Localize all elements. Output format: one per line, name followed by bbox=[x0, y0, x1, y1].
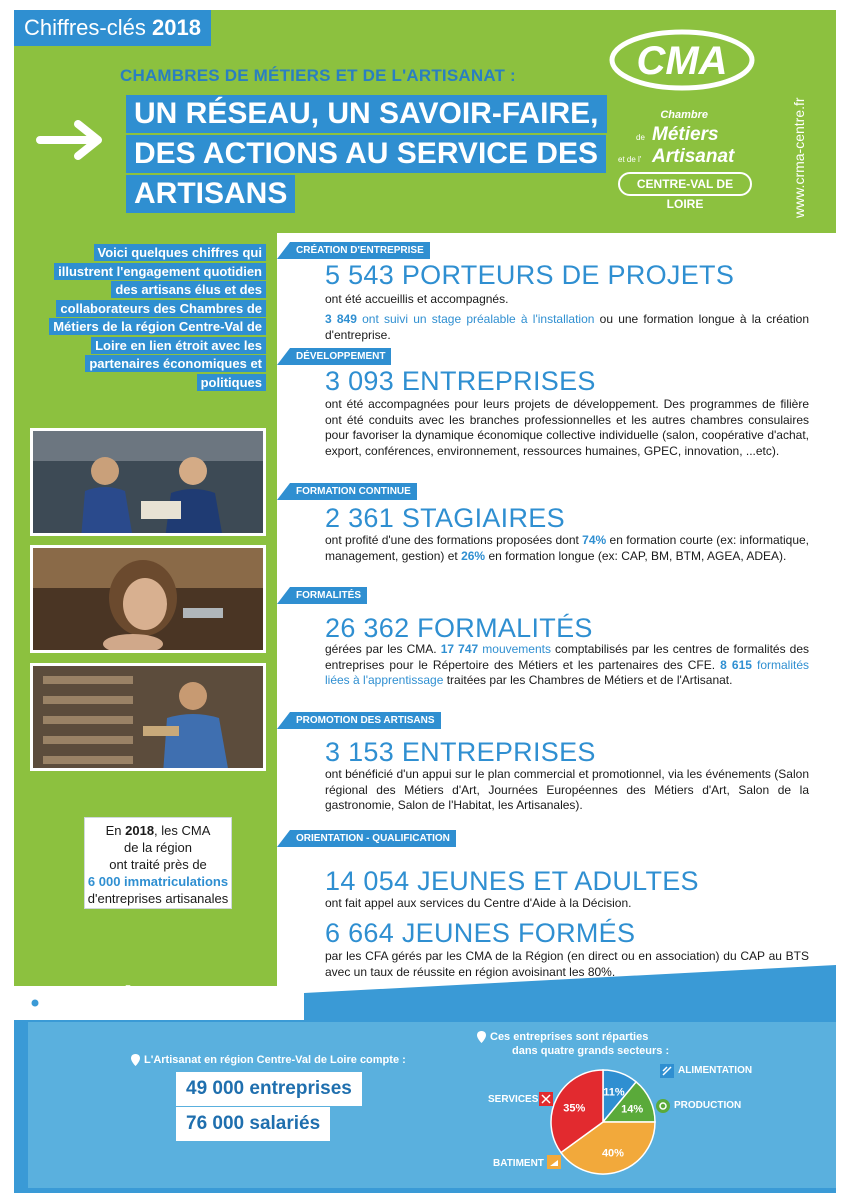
logo-line2-prefix: de bbox=[636, 133, 645, 142]
creation-figure: 5 543 PORTEURS DE PROJETS bbox=[325, 260, 735, 290]
production-icon bbox=[656, 1099, 670, 1113]
immatriculations-box bbox=[84, 817, 232, 909]
promotion-text: ont bénéficié d'un appui sur le plan commercial et promotionnel, via les événements (Salon régional des Métiers d'Art, Journées Européennes des Métiers d'Art, Salon de la gastronomie, Salon de l'Habitat, les Artisanales). bbox=[325, 767, 809, 812]
label-services: SERVICES bbox=[488, 1094, 539, 1105]
stat-line-5: d'entreprises artisanales bbox=[87, 891, 229, 906]
arrow-right-icon bbox=[36, 120, 108, 160]
website-text: www.crma-centre.fr bbox=[791, 97, 807, 218]
tag-developpement: DÉVELOPPEMENT bbox=[290, 348, 391, 365]
sectors-pie-chart bbox=[547, 1066, 687, 1186]
pie-label-alimentation: 11% bbox=[603, 1086, 625, 1099]
formation-text: ont profité d'une des formations proposées dont 74% en formation courte (ex: informatique, management, gestion) et 26% en formation longue (ex: CAP, BM, BTM, AGEA, ADEA). bbox=[325, 533, 809, 563]
intro-paragraph: Voici quelques chiffres qui illustrent l'engagement quotidien des artisans élus et des collaborateurs des Chambres de Métiers de la région Centre-Val de Loire en lien étroit avec les partenaires économiques et politiques bbox=[49, 244, 266, 391]
photo-jeweler bbox=[30, 545, 266, 653]
sectors-title bbox=[490, 1030, 669, 1058]
tag-orientation: ORIENTATION - QUALIFICATION bbox=[290, 830, 456, 847]
tag-creation: CRÉATION D'ENTREPRISE bbox=[290, 242, 430, 259]
year-label: Chiffres-clés bbox=[24, 15, 146, 40]
year-badge bbox=[14, 10, 211, 46]
stat-line-1: En 2018, les CMA bbox=[105, 823, 211, 838]
alimentation-icon bbox=[660, 1064, 674, 1078]
label-batiment: BATIMENT bbox=[493, 1158, 544, 1169]
tag-promotion: PROMOTION DES ARTISANS bbox=[290, 712, 441, 729]
logo-line1: Chambre bbox=[660, 109, 708, 121]
logo-line2: Métiers bbox=[652, 124, 719, 145]
stat-line-2: de la région bbox=[124, 840, 192, 855]
developpement-text: ont été accompagnées pour leurs projets de développement. Des programmes de filière ont été conduits avec les branches professionnelles et les autres chambres consulaires pour favoriser la dynamique économique collective individuelle (salon, coopérative d'achat, export, conférences, environnement, ressources humaines, GPEC, innovation, ...etc). bbox=[325, 397, 809, 458]
formation-figure: 2 361 STAGIAIRES bbox=[325, 503, 565, 533]
intro-text bbox=[44, 244, 266, 392]
tag-formation: FORMATION CONTINUE bbox=[290, 483, 417, 500]
creation-text-2: 3 849 ont suivi un stage préalable à l'installation ou une formation longue à la création d'entreprise. bbox=[325, 312, 810, 342]
logo-line3-prefix: et de l' bbox=[618, 155, 642, 164]
label-alimentation: ALIMENTATION bbox=[678, 1065, 753, 1076]
website-label bbox=[788, 60, 810, 220]
logo-region: CENTRE-VAL DE LOIRE bbox=[618, 172, 752, 196]
page-subtitle: CHAMBRES DE MÉTIERS ET DE L'ARTISANAT : bbox=[120, 66, 516, 85]
stat-line-3: ont traité près de bbox=[109, 857, 207, 872]
sectors-title-line-1: Ces entreprises sont réparties bbox=[490, 1031, 649, 1043]
title-line-3: ARTISANS bbox=[126, 175, 295, 213]
pie-label-services: 35% bbox=[563, 1102, 586, 1115]
reperes-subtitle: L'Artisanat en région Centre-Val de Loire compte : bbox=[144, 1054, 406, 1066]
creation-text-1: ont été accueillis et accompagnés. bbox=[325, 292, 509, 306]
location-pin-icon bbox=[24, 992, 46, 1022]
label-production: PRODUCTION bbox=[674, 1100, 742, 1111]
batiment-icon bbox=[547, 1155, 561, 1169]
title-line-1: UN RÉSEAU, UN SAVOIR-FAIRE, bbox=[126, 95, 607, 133]
formalites-figure: 26 362 FORMALITÉS bbox=[325, 613, 593, 643]
stat-line-4: 6 000 immatriculations bbox=[87, 874, 229, 889]
photo-woodworker bbox=[30, 663, 266, 771]
cma-logo-mark bbox=[600, 22, 770, 172]
tag-formalites: FORMALITÉS bbox=[290, 587, 367, 604]
orientation-figure-1: 14 054 JEUNES ET ADULTES bbox=[325, 866, 699, 896]
orientation-figure-2: 6 664 JEUNES FORMÉS bbox=[325, 918, 636, 948]
sectors-title-line-2: dans quatre grands secteurs : bbox=[512, 1045, 670, 1057]
location-pin-sectors-icon bbox=[476, 1030, 487, 1044]
formalites-text: gérées par les CMA. 17 747 mouvements comptabilisés par les centres de formalités des entreprises pour le Répertoire des Métiers et les partenaires des CFE. 8 615 formalités liées à l'apprentissage traitées par les Chambres de Métiers et de l'Artisanat. bbox=[325, 642, 810, 687]
photo-mechanics bbox=[30, 428, 266, 536]
orientation-text-2: par les CFA gérés par les CMA de la Région (en direct ou en association) du CAP au BTS avec un taux de réussite en région avoisinant les 80%. bbox=[325, 949, 809, 979]
services-icon bbox=[539, 1092, 553, 1106]
reperes-salaries: 76 000 salariés bbox=[176, 1107, 330, 1141]
reperes-entreprises: 49 000 entreprises bbox=[176, 1072, 362, 1106]
logo-line3: Artisanat bbox=[652, 146, 735, 167]
title-line-2: DES ACTIONS AU SERVICE DES bbox=[126, 135, 606, 173]
reperes-title: REPÈRES bbox=[50, 985, 212, 1022]
developpement-figure: 3 093 ENTREPRISES bbox=[325, 366, 596, 396]
pie-label-production: 14% bbox=[621, 1103, 644, 1116]
orientation-text-1: ont fait appel aux services du Centre d'Aide à la Décision. bbox=[325, 896, 632, 910]
pie-label-batiment: 40% bbox=[601, 1147, 624, 1160]
promotion-figure: 3 153 ENTREPRISES bbox=[325, 737, 596, 767]
logo-letters: CMA bbox=[636, 39, 728, 83]
year-value: 2018 bbox=[151, 15, 201, 40]
location-pin-small-icon bbox=[130, 1053, 141, 1067]
